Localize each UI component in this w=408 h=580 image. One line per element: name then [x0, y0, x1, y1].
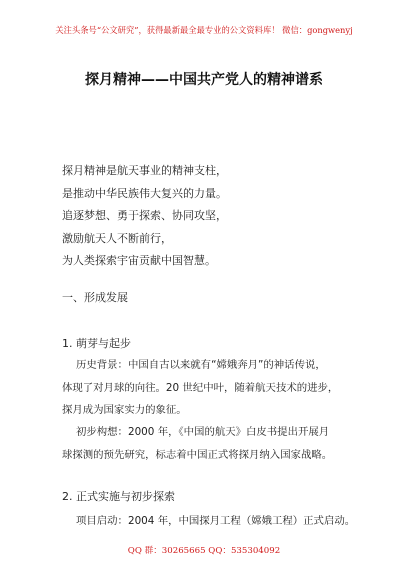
paragraph-line: 体现了对月球的向往。20 世纪中叶，随着航天技术的进步，	[62, 381, 339, 394]
paragraph-line: 球探测的预先研究，标志着中国正式将探月纳入国家战略。	[62, 448, 333, 461]
paragraph-line: 初步构想：2000 年，《中国的航天》白皮书提出开展月	[76, 426, 330, 438]
footer-contact-note: QQ 群：30265665 QQ：535304092	[127, 546, 281, 556]
paragraph	[62, 510, 362, 533]
poem-line: 激励航天人不断前行，	[62, 231, 172, 245]
section-heading: 一、形成发展	[62, 291, 128, 304]
paragraph-line: 历史背景：中国自古以来就有“嫦娥奔月”的神话传说，	[76, 359, 326, 371]
poem-line: 探月精神是航天事业的精神支柱，	[62, 164, 227, 177]
paragraph-line: 探月成为国家实力的象征。	[62, 404, 187, 416]
poem-line: 为人类探索宇宙贡献中国智慧。	[62, 254, 216, 267]
paragraph-line: 项目启动：2004 年，中国探月工程（嫦娥工程）正式启动。	[76, 515, 356, 527]
poem-line: 追逐梦想、勇于探索、协同攻坚，	[62, 209, 227, 222]
header-promo-note: 关注头条号“公文研究”，获得最新最全最专业的公文资料库！ 微信：gongwenyj	[55, 25, 353, 35]
paragraph	[62, 354, 362, 422]
subsection-heading: 2. 正式实施与初步探索	[62, 490, 175, 503]
paragraph	[62, 421, 362, 466]
subsection-heading: 1. 萌芽与起步	[62, 337, 131, 350]
document-title: 探月精神——中国共产党人的精神谱系	[85, 72, 323, 88]
poem-line: 是推动中华民族伟大复兴的力量。	[62, 186, 227, 200]
intro-poem	[62, 160, 362, 273]
